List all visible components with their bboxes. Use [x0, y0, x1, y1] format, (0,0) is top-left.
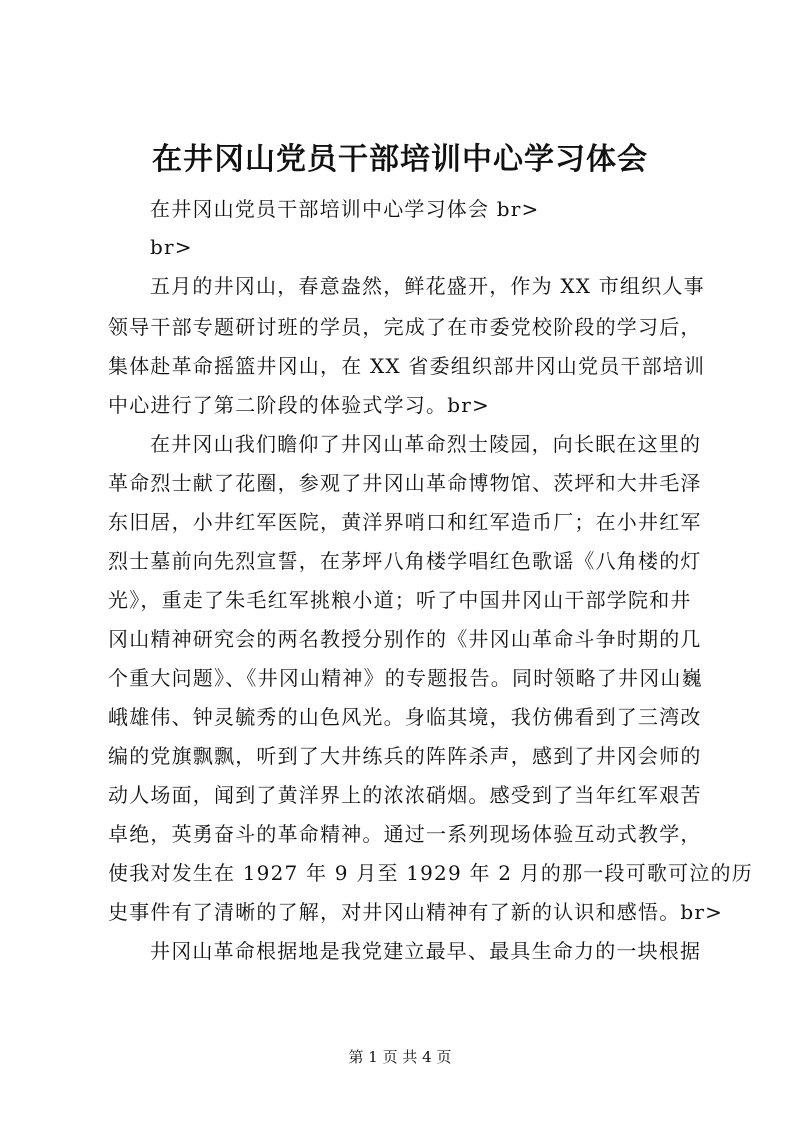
- text-line: 东旧居，小井红军医院，黄洋界哨口和红军造币厂；在小井红军: [108, 510, 702, 534]
- text-line: 史事件有了清晰的了解，对井冈山精神有了新的认识和感悟。br>: [108, 900, 724, 924]
- text-line: 五月的井冈山，春意盎然，鲜花盛开，作为 XX 市组织人事: [150, 274, 705, 298]
- text-line: 使我对发生在 1927 年 9 月至 1929 年 2 月的那一段可歌可泣的历: [108, 861, 753, 885]
- page-footer: 第 1 页 共 4 页: [348, 1048, 452, 1066]
- text-line: 革命烈士献了花圈，参观了井冈山革命博物馆、茨坪和大井毛泽: [108, 471, 702, 495]
- text-line: 井冈山革命根据地是我党建立最早、最具生命力的一块根据: [150, 939, 702, 963]
- text-line: 领导干部专题研讨班的学员，完成了在市委党校阶段的学习后，: [108, 315, 702, 339]
- text-line: 烈士墓前向先烈宣誓，在茅坪八角楼学唱红色歌谣《八角楼的灯: [108, 549, 702, 573]
- document-title: 在井冈山党员干部培训中心学习体会: [152, 142, 648, 177]
- text-line: 卓绝，英勇奋斗的革命精神。通过一系列现场体验互动式教学，: [108, 822, 702, 846]
- text-line: 个重大问题》、《井冈山精神》的专题报告。同时领略了井冈山巍: [108, 666, 703, 690]
- text-line: 在井冈山党员干部培训中心学习体会 br>: [150, 197, 540, 221]
- text-line: 集体赴革命摇篮井冈山，在 XX 省委组织部井冈山党员干部培训: [108, 354, 706, 378]
- text-line: br>: [150, 235, 193, 259]
- text-line: 峨雄伟、钟灵毓秀的山色风光。身临其境，我仿佛看到了三湾改: [108, 705, 702, 729]
- text-line: 在井冈山我们瞻仰了井冈山革命烈士陵园，向长眠在这里的: [150, 432, 702, 456]
- text-line: 动人场面，闻到了黄洋界上的浓浓硝烟。感受到了当年红军艰苦: [108, 783, 702, 807]
- text-line: 光》，重走了朱毛红军挑粮小道；听了中国井冈山干部学院和井: [108, 588, 692, 612]
- text-line: 编的党旗飘飘，听到了大井练兵的阵阵杀声，感到了井冈会师的: [108, 744, 702, 768]
- text-line: 冈山精神研究会的两名教授分别作的《井冈山革命斗争时期的几: [108, 627, 702, 651]
- text-line: 中心进行了第二阶段的体验式学习。br>: [108, 393, 490, 417]
